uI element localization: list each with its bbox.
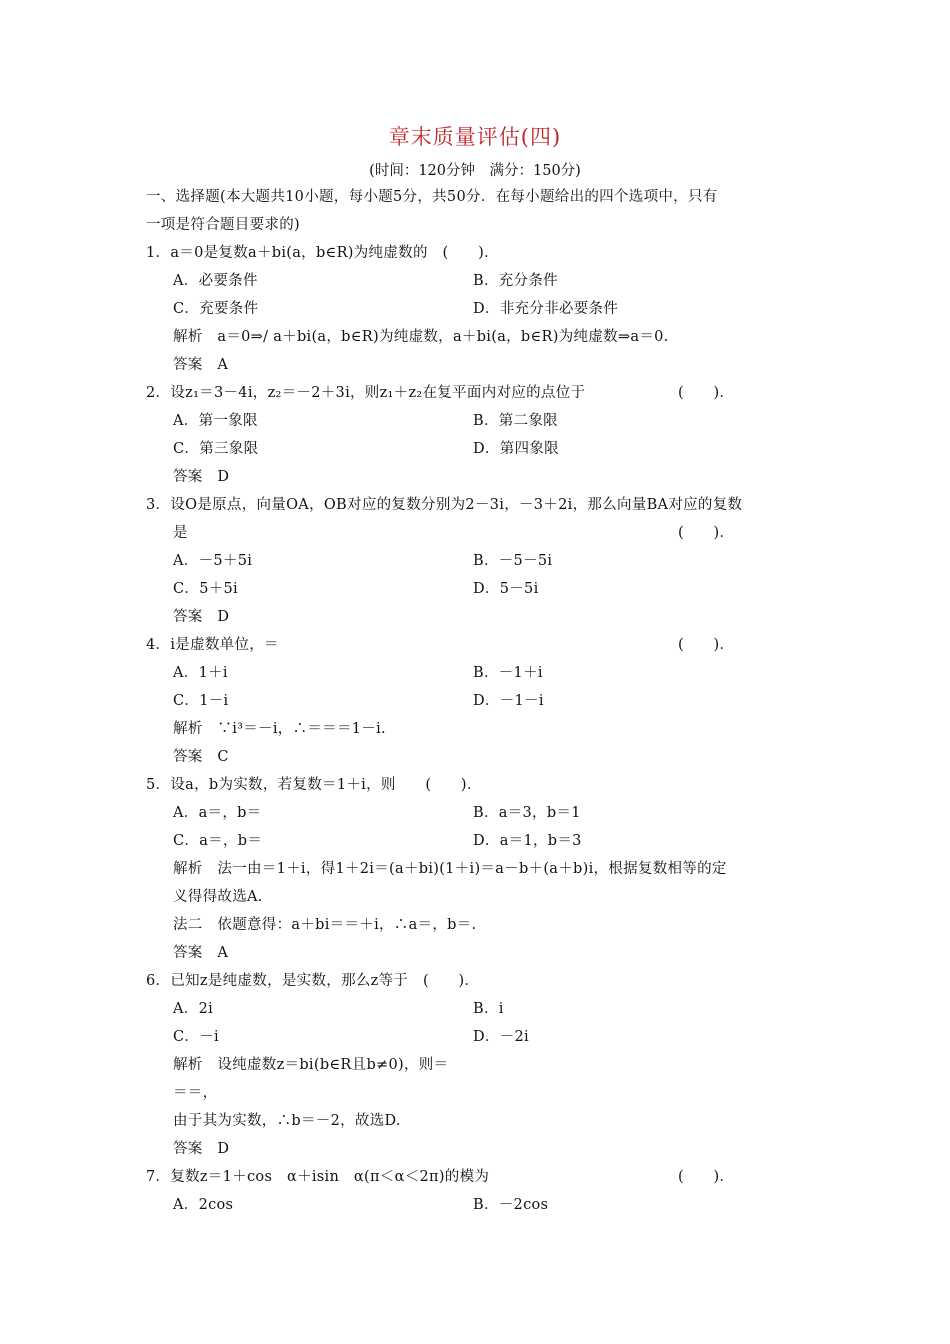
- q3-stem: 3．设O是原点，向量OA，OB对应的复数分别为2－3i，－3＋2i，那么向量BA对应的复数: [146, 497, 743, 513]
- q7-stem: 7．复数z＝1＋cos α＋isin α(π＜α＜2π)的模为: [146, 1169, 490, 1185]
- section-instruction-line-1: 一、选择题(本大题共10小题，每小题5分，共50分．在每小题给出的四个选项中，只有: [146, 189, 718, 205]
- q6-analysis-cont: ＝＝，: [173, 1085, 218, 1101]
- q5-answer: 答案 A: [173, 945, 229, 961]
- q4-option-d: D．－1－i: [473, 693, 544, 709]
- q5-option-a: A．a＝，b＝: [173, 805, 262, 821]
- q7-answer-paren: ( )．: [678, 1169, 735, 1185]
- q5-option-c: C．a＝，b＝: [173, 833, 263, 849]
- q2-answer: 答案 D: [173, 469, 230, 485]
- page-title: 章末质量评估(四): [388, 125, 562, 149]
- q2-option-c: C．第三象限: [173, 441, 259, 457]
- exam-time-score: (时间：120分钟 满分：150分): [369, 163, 581, 179]
- q1-analysis: 解析 a＝0⇒/ a＋bi(a，b∈R)为纯虚数，a＋bi(a，b∈R)为纯虚数⇒a＝0.: [173, 329, 669, 345]
- q6-option-d: D．－2i: [473, 1029, 529, 1045]
- q2-answer-paren: ( )．: [678, 385, 735, 401]
- q3-option-c: C．5＋5i: [173, 581, 238, 597]
- q4-stem: 4．i是虚数单位，＝: [146, 637, 279, 653]
- q4-option-b: B．－1＋i: [473, 665, 543, 681]
- q1-stem: 1．a＝0是复数a＋bi(a，b∈R)为纯虚数的 ( )．: [146, 245, 499, 261]
- q7-option-a: A．2cos: [173, 1197, 234, 1213]
- q3-stem-cont: 是: [173, 525, 188, 541]
- q1-option-d: D．非充分非必要条件: [473, 301, 619, 317]
- q1-option-b: B．充分条件: [473, 273, 558, 289]
- q6-analysis-conclusion: 由于其为实数，∴b＝－2，故选D.: [173, 1113, 401, 1129]
- q6-option-c: C．－i: [173, 1029, 219, 1045]
- q5-analysis-cont: 义得得故选A.: [173, 889, 263, 905]
- q3-answer: 答案 D: [173, 609, 230, 625]
- q4-answer-paren: ( )．: [678, 637, 735, 653]
- q5-analysis: 解析 法一由＝1＋i，得1＋2i＝(a＋bi)(1＋i)＝a－b＋(a＋b)i，根据复数相等的定: [173, 861, 727, 877]
- q1-option-a: A．必要条件: [173, 273, 258, 289]
- q4-analysis: 解析 ∵i³＝－i，∴＝＝＝1－i.: [173, 721, 386, 737]
- q6-option-b: B．i: [473, 1001, 504, 1017]
- q2-option-d: D．第四象限: [473, 441, 559, 457]
- q2-stem: 2．设z₁＝3－4i，z₂＝－2＋3i，则z₁＋z₂在复平面内对应的点位于: [146, 385, 586, 401]
- q2-option-a: A．第一象限: [173, 413, 258, 429]
- q2-option-b: B．第二象限: [473, 413, 558, 429]
- q3-option-b: B．－5－5i: [473, 553, 553, 569]
- q5-option-b: B．a＝3，b＝1: [473, 805, 581, 821]
- q6-analysis: 解析 设纯虚数z＝bi(b∈R且b≠0)，则＝: [173, 1057, 449, 1073]
- q6-stem: 6．已知z是纯虚数，是实数，那么z等于 ( )．: [146, 973, 480, 989]
- q3-option-d: D．5－5i: [473, 581, 539, 597]
- section-instruction-line-2: 一项是符合题目要求的): [146, 217, 300, 233]
- q1-answer: 答案 A: [173, 357, 229, 373]
- q5-stem: 5．设a，b为实数，若复数＝1＋i，则 ( )．: [146, 777, 482, 793]
- q7-option-b: B．－2cos: [473, 1197, 549, 1213]
- q6-option-a: A．2i: [173, 1001, 214, 1017]
- q5-option-d: D．a＝1，b＝3: [473, 833, 582, 849]
- q4-option-c: C．1－i: [173, 693, 229, 709]
- q1-option-c: C．充要条件: [173, 301, 259, 317]
- q4-answer: 答案 C: [173, 749, 229, 765]
- q3-answer-paren: ( )．: [678, 525, 735, 541]
- q4-option-a: A．1＋i: [173, 665, 228, 681]
- q3-option-a: A．－5＋5i: [173, 553, 253, 569]
- q5-analysis-method2: 法二 依题意得：a＋bi＝＝＋i，∴a＝，b＝.: [173, 917, 477, 933]
- q6-answer: 答案 D: [173, 1141, 230, 1157]
